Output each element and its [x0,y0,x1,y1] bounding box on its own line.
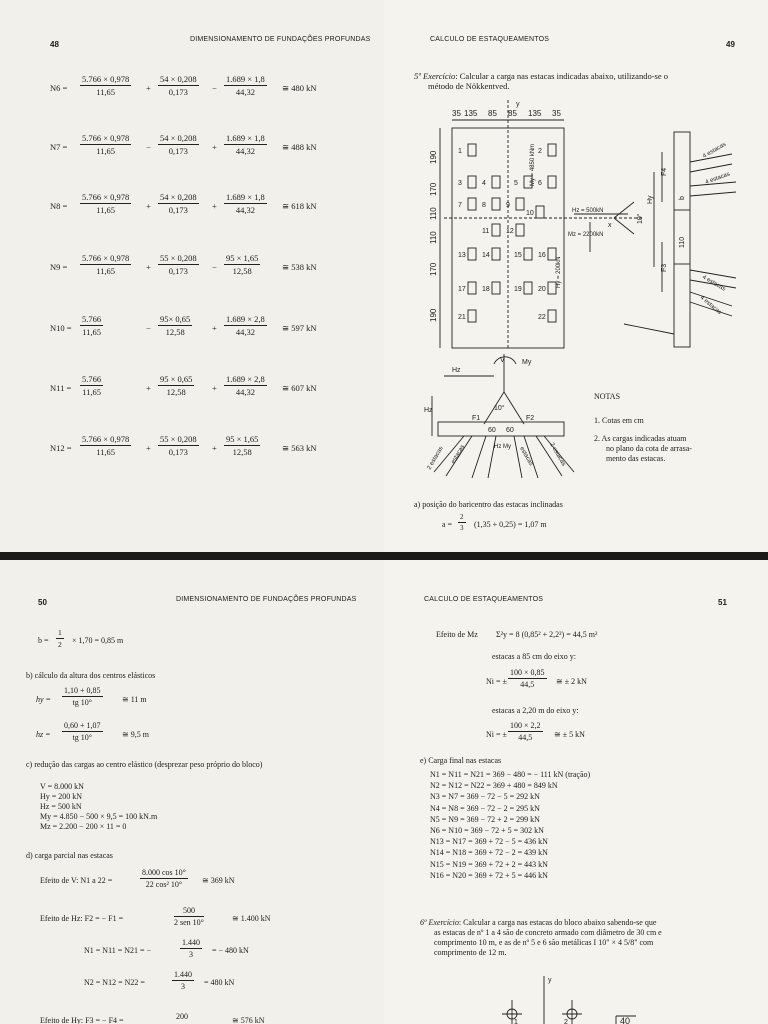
operator: + [212,383,217,393]
eq-hy-fraction: $\frac{1,10 + 0,85}{tg 10^\circ}$ [64,686,101,707]
load-item: My = 4.850 − 500 × 9,5 = 100 kN.m [40,812,158,821]
equation-label: N8 = [50,201,68,211]
exercise-statement: 5º Exercício: Calcular a carga nas estacas indicadas abaixo, utilizando-se o [414,71,668,81]
final-load-row: N4 = N8 = 369 − 72 − 2 = 295 kN [430,803,540,813]
term-2-fraction: $\frac{55 \times 0,208}{0,173}$ [160,434,197,457]
pile-number: 9 [506,202,510,209]
page-number: 48 [50,40,59,49]
equation-result: ≅ 488 kN [282,142,317,152]
moments-label: Hz My [494,444,511,450]
dim-110-label: 110 [679,236,686,248]
eq-n2-result: = 480 kN [204,978,235,987]
pile-number: 1 [458,148,462,155]
eq-a-rhs: (1,35 + 0,25) = 1,07 m [474,520,547,529]
page-51 [384,560,768,1024]
eq-hz-fraction: $\frac{0,60 + 1,07}{tg 10^\circ}$ [64,721,101,742]
term-1-fraction: $\frac{5.766 \times 0,978}{11,65}$ [82,192,130,215]
dimension-top: 135 [528,109,542,118]
eq-hz-result: ≅ 9,5 m [122,730,149,739]
equation-result: ≅ 597 kN [282,323,317,333]
exercise-6-statement: 6º Exercício: Calcular a carga nas estacas do bloco abaixo sabendo-se que [420,918,657,927]
pile-number: 19 [514,286,522,293]
pile-marker [492,248,500,260]
angle-label: 10° [637,213,644,224]
eq-v-lhs: Efeito de V: N1 a 22 = [40,876,113,885]
item-a-heading: a) posição do baricentro das estacas inclinadas [414,500,563,509]
pile-group-label: estacas [450,444,467,465]
section-diagram [424,352,584,482]
f2-label: F2 [526,415,535,422]
eq-hy-lhs: hy = [36,695,51,704]
pile-number: 15 [514,252,522,259]
page-48 [0,0,384,552]
f1-label: F1 [472,415,481,422]
operator: + [212,443,217,453]
pile-number: 8 [482,202,486,209]
pile-group-label: 2 estacas [426,445,445,471]
page-number: 49 [726,40,735,49]
term-2-fraction: $\frac{55 \times 0,208}{0,173}$ [160,253,197,276]
pile-marker [492,176,500,188]
batter-group-label: 4 estacas [698,294,723,317]
final-load-row: N6 = N10 = 369 − 72 + 5 = 302 kN [430,826,544,835]
dimension-top: 35 [452,109,461,118]
item-c-heading: c) redução das cargas ao centro elástico (desprezar peso próprio do bloco) [26,760,263,769]
operator: − [146,323,151,333]
eq-hz-lhs: hz = [36,730,51,739]
pile-2-label: 2 [564,1019,568,1024]
term-2-fraction: $\frac{54 \times 0,208}{0,173}$ [160,133,197,156]
dimension-left: 170 [429,182,438,196]
eq-a-fraction: $\frac{2}{3}$ [460,513,464,532]
pile-marker [468,198,476,210]
eq-hz-effect-result: ≅ 1.400 kN [232,914,271,923]
pile-number: 21 [458,314,466,321]
axis-x-label: x [608,222,612,229]
equation-label: N10 = [50,323,72,333]
pile-marker [468,282,476,294]
pile-marker [548,310,556,322]
term-1-fraction: $\frac{5.766 \times 0,978}{11,65}$ [82,133,130,156]
dim-60-label: 60 [506,427,514,434]
pile-marker [468,144,476,156]
hz-dim-label: Hz [424,407,433,414]
pile-marker [468,176,476,188]
term-1-fraction: $\frac{5.766 \times 0,978}{11,65}$ [82,434,130,457]
pile-number: 13 [458,252,466,259]
eq-n85-fraction: $\frac{100 \times 0,85}{44,5}$ [510,668,545,689]
term-3-fraction: $\frac{95 \times 1,65}{12,58}$ [226,253,259,276]
item-e-heading: e) Carga final nas estacas [420,756,502,765]
batter-group-label: 4 estacas [702,141,728,160]
eq-n220-fraction: $\frac{100 \times 2,2}{44,5}$ [510,721,541,742]
note-1: 1. Cotas em cm [594,416,644,425]
eq-hy-effect-result: ≅ 576 kN [232,1016,265,1024]
page-number: 51 [718,598,727,607]
page-50 [0,560,384,1024]
dimension-left: 110 [429,207,438,220]
equation-label: N9 = [50,262,68,272]
term-2-fraction: $\frac{54 \times 0,208}{0,173}$ [160,74,197,97]
pile-number: 11 [482,228,490,235]
term-1-fraction: $\frac{5.766}{11,65}$ [82,314,102,337]
eq-n1-fraction: $\frac{1.440}{3}$ [182,938,200,959]
pile-number: 2 [538,148,542,155]
term-3-fraction: $\frac{1.689 \times 1,8}{44,32}$ [226,74,265,97]
v-label: V [500,357,505,364]
equation-label: N11 = [50,383,72,393]
eq-hz-effect-lhs: Efeito de Hz: F2 = − F1 = [40,914,124,923]
dimension-top: 85 [508,109,517,118]
piles-85-label: estacas a 85 cm do eixo y: [492,652,576,661]
pile-marker [524,282,532,294]
pile-marker [548,248,556,260]
term-1-fraction: $\frac{5.766 \times 0,978}{11,65}$ [82,253,130,276]
pile-number: 6 [538,180,542,187]
pile-marker [524,248,532,260]
dimension-left: 110 [429,231,438,244]
term-3-fraction: $\frac{95 \times 1,65}{12,58}$ [226,434,259,457]
eq-b-fraction: $\frac{1}{2}$ [58,628,62,649]
term-3-fraction: $\frac{1.689 \times 2,8}{44,32}$ [226,374,265,397]
final-load-row: N3 = N7 = 369 − 72 − 5 = 292 kN [430,792,540,802]
pile-number: 22 [538,314,546,321]
dimension-top: 135 [464,109,478,118]
equation-result: ≅ 538 kN [282,262,317,272]
operator: + [146,83,151,93]
eq-n2-lhs: N2 = N12 = N22 = [84,978,145,987]
item-d-heading: d) carga parcial nas estacas [26,851,113,860]
exercise-label: 5º Exercício [414,71,456,81]
operator: − [212,83,217,93]
eq-n1-result: = − 480 kN [212,946,249,955]
pile-number: 14 [482,252,490,259]
term-2-fraction: $\frac{54 \times 0,208}{0,173}$ [160,192,197,215]
term-2-fraction: $\frac{95 \times 0,65}{12,58}$ [160,374,193,397]
equation-result: ≅ 607 kN [282,383,317,393]
final-load-row: N13 = N17 = 369 + 72 − 5 = 436 kN [430,837,548,847]
notes-title: NOTAS [594,392,621,401]
term-3-fraction: $\frac{1.689 \times 1,8}{44,32}$ [226,133,265,156]
item-b-heading: b) cálculo da altura dos centros elásticos [26,671,156,680]
pile-number: 10 [526,210,534,217]
final-load-row: N5 = N9 = 369 − 72 + 2 = 299 kN [430,814,540,824]
piles-220-label: estacas a 2,20 m do eixo y: [492,706,579,715]
term-2-fraction: $\frac{95\times 0,65}{12,58}$ [160,314,191,337]
exercise-6-cont: comprimento 10 m, e as de nº 5 e 6 são metálicas I 10" × 4 5/8" com [434,938,654,947]
hy-load-label: Hy = 200kN [556,256,562,288]
eq-n85-lhs: Ni = ± [486,677,507,686]
my-load-label: My = 4850 kNm [530,143,536,186]
load-item: Hy = 200 kN [40,792,83,801]
final-load-row: N2 = N12 = N22 = 369 + 480 = 849 kN [430,781,558,791]
dim-60-label: 60 [488,427,496,434]
eq-hz-effect-fraction: 500 2 sen 10° [174,906,204,927]
dimension-left: 170 [429,262,438,276]
page-number: 50 [38,598,47,607]
dim-40-label: 40 [620,1016,631,1024]
note-2-cont: no plano da cota de arrasa- [606,444,692,453]
eq-n220-lhs: Ni = ± [486,730,507,739]
equation-result: ≅ 480 kN [282,83,317,93]
pile-1-label: 1 [514,1019,518,1024]
exercise-6-diagram [484,970,664,1024]
pile-marker [548,144,556,156]
batter-group-label: 4 estacas [704,171,731,186]
page-49 [384,0,768,552]
operator: + [212,142,217,152]
note-2: 2. As cargas indicadas atuam [594,434,687,443]
eq-v-result: ≅ 369 kN [202,876,235,885]
pile-number: 12 [506,228,514,235]
operator: + [146,383,151,393]
operator: + [146,201,151,211]
exercise-statement-cont: método de Nökkentved. [428,81,510,91]
hz-load-label: Hz = 500kN [572,208,604,214]
operator: − [146,142,151,152]
mz-effect-label: Efeito de Mz [436,630,478,639]
pile-marker [468,310,476,322]
pile-marker [492,224,500,236]
eq-v-fraction: $\frac{8.000 \cos 10^\circ}{\text{22 cos² 10°}}$ [142,868,186,889]
load-item: Hz = 500 kN [40,802,82,811]
running-header: DIMENSIONAMENTO DE FUNDAÇÕES PROFUNDAS [190,36,371,43]
operator: + [146,262,151,272]
term-3-fraction: $\frac{1.689 \times 1,8}{44,32}$ [226,192,265,215]
note-2-cont: mento das estacas. [606,454,666,463]
dimension-left: 190 [429,308,438,322]
b-label: b [679,196,686,200]
equation-result: ≅ 618 kN [282,201,317,211]
final-load-row: N16 = N20 = 369 + 72 + 5 = 446 kN [430,870,548,880]
hz-label: Hz [452,367,461,374]
operator: + [146,443,151,453]
pile-number: 7 [458,202,462,209]
my-label: My [522,359,532,366]
running-header: CALCULO DE ESTAQUEAMENTOS [430,36,550,43]
eq-b-rhs: × 1,70 = 0,85 m [72,636,124,645]
term-1-fraction: $\frac{5.766 \times 0,978}{11,65}$ [82,74,130,97]
angle-label: 10° [494,405,505,412]
pile-number: 3 [458,180,462,187]
equation-label: N6 = [50,83,68,93]
pile-number: 16 [538,252,546,259]
equation-label: N7 = [50,142,68,152]
pile-marker [516,198,524,210]
dimension-top: 35 [552,109,561,118]
axis-y-label: y [516,101,520,108]
eq-n1-lhs: N1 = N11 = N21 = − [84,946,152,955]
axis-y-label: y [548,977,552,984]
pile-marker [548,282,556,294]
pile-marker [536,206,544,218]
pile-number: 4 [482,180,486,187]
pile-number: 20 [538,286,546,293]
final-load-row: N14 = N18 = 369 + 72 − 2 = 439 kN [430,848,548,858]
batter-group-label: 4 estacas [701,274,727,293]
eq-a-lhs: a = [442,520,453,529]
equation-result: ≅ 563 kN [282,443,317,453]
load-item: Mz = 2.200 − 200 × 11 = 0 [40,822,127,831]
operator: + [212,323,217,333]
operator: − [212,262,217,272]
mz-sum: Σ²y = 8 (0,85² + 2,2²) = 44,5 m² [496,630,598,639]
exercise-6-cont: as estacas de nº 1 a 4 são de concreto armado com diâmetro de 30 cm e [434,928,662,937]
pile-marker [548,176,556,188]
operator: + [212,201,217,211]
pile-number: 18 [482,286,490,293]
pile-number: 17 [458,286,466,293]
final-load-row: N1 = N11 = N21 = 369 − 480 = − 111 kN (tração) [430,770,591,779]
term-1-fraction: $\frac{5.766}{11,65}$ [82,374,102,397]
pile-marker [492,198,500,210]
eq-hy-effect-numerator: 200 [176,1012,188,1021]
eq-n85-result: ≅ ± 2 kN [556,677,587,686]
eq-hy-effect-lhs: Efeito de Hy: F3 = − F4 = [40,1016,124,1024]
exercise-6-cont: comprimento de 12 m. [434,948,507,957]
pile-plan-diagram [384,92,768,352]
dimension-top: 85 [488,109,497,118]
eq-b-lhs: b = [38,636,49,645]
term-3-fraction: $\frac{1.689 \times 2,8}{44,32}$ [226,314,265,337]
f4-label: F4 [661,167,668,176]
load-item: V = 8.000 kN [40,782,84,791]
equation-label: N12 = [50,443,72,453]
final-load-row: N15 = N19 = 369 + 72 + 2 = 443 kN [430,859,548,869]
eq-hy-result: ≅ 11 m [122,695,147,704]
running-header: DIMENSIONAMENTO DE FUNDAÇÕES PROFUNDAS [176,596,357,603]
eq-n2-fraction: $\frac{1.440}{3}$ [174,970,192,991]
pile-marker [516,224,524,236]
pile-number: 5 [514,180,518,187]
f3-label: F3 [661,263,668,272]
pile-group-label: estacas [518,446,534,467]
pile-marker [492,282,500,294]
hy-side-label: Hy [647,195,654,204]
pile-group-label: 2 estacas [548,442,567,468]
mz-load-label: Mz = 2200kN [568,232,604,238]
pile-marker [468,248,476,260]
dimension-left: 190 [429,150,438,164]
running-header: CALCULO DE ESTAQUEAMENTOS [424,596,544,603]
eq-n220-result: ≅ ± 5 kN [554,730,585,739]
